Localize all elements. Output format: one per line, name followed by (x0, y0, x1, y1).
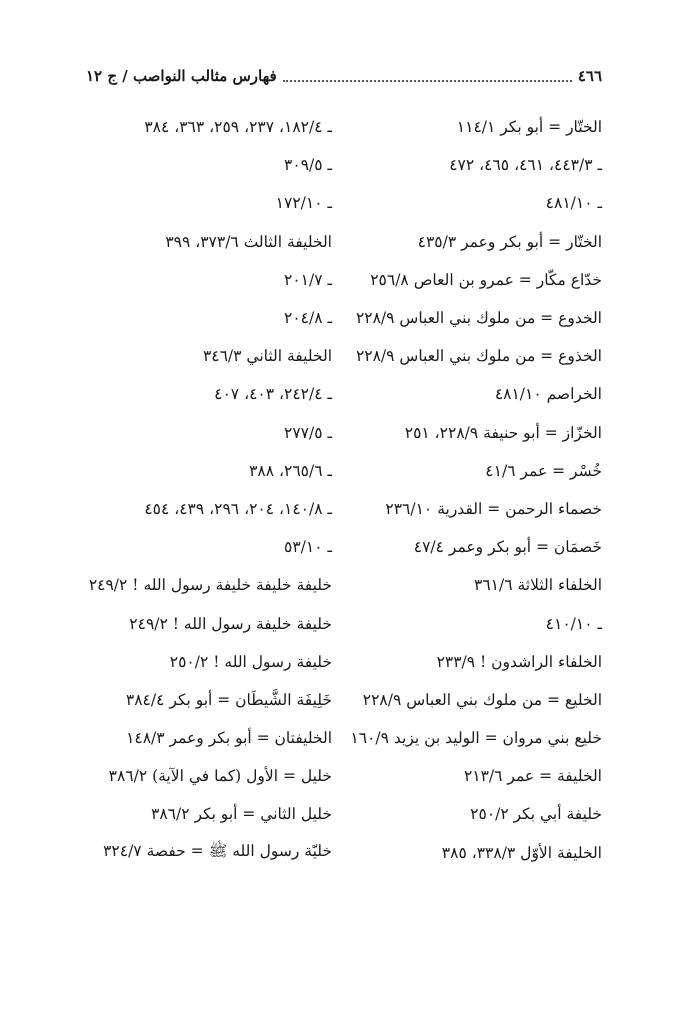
index-row (90, 643, 602, 681)
index-row (90, 604, 602, 642)
index-row (90, 414, 602, 452)
leader-dots (283, 70, 572, 82)
index-entry-right-column: ـ ٤٤٣/٣، ٤٦١، ٤٦٥، ٤٧٢ (449, 156, 602, 175)
index-row (90, 299, 602, 337)
index-entry-left-column: ـ ١٧٢/١٠ (275, 194, 332, 213)
index-entry-left-column: ـ ٢٤٢/٤، ٤٠٣، ٤٠٧ (214, 385, 332, 404)
index-entry-left-column: خليّة رسول الله ﷺ = حفصة ٣٢٤/٧ (103, 842, 332, 861)
index-entry-right-column: ـ ٤١٠/١٠ (545, 614, 602, 633)
index-entry-right-column: الخليفة = عمر ٢١٣/٦ (463, 767, 602, 786)
index-entry-right-column: خُسْر = عمر ٤١/٦ (485, 461, 602, 480)
index-row (90, 108, 602, 146)
index-entry-left-column: الخليفة الثالث ٣٧٣/٦، ٣٩٩ (165, 232, 332, 251)
index-entry-right-column: خليع بني مروان = الوليد بن يزيد ١٦٠/٩ (350, 729, 602, 748)
index-entry-left-column: الخليفة الثاني ٣٤٦/٣ (202, 347, 332, 366)
index-row (90, 795, 602, 833)
index-row (90, 757, 602, 795)
index-row (90, 261, 602, 299)
index-entry-left-column: خليفة خليفة رسول الله ! ٢٤٩/٢ (129, 614, 332, 633)
index-entry-right-column: الخراصم ٤٨١/١٠ (494, 385, 602, 404)
index-entry-right-column: خدّاع مكّار = عمرو بن العاص ٢٥٦/٨ (370, 270, 602, 289)
index-entry-right-column: خصماء الرحمن = القدرية ٢٣٦/١٠ (385, 499, 602, 518)
index-entry-right-column: خَصمَان = أبو بكر وعمر ٤٧/٤ (413, 538, 602, 557)
index-entry-left-column: الخليفتان = أبو بكر وعمر ١٤٨/٣ (126, 729, 332, 748)
index-entry-left-column: ـ ١٨٢/٤، ٢٣٧، ٢٥٩، ٣٦٣، ٣٨٤ (144, 118, 332, 137)
index-row (90, 566, 602, 604)
index-row (90, 490, 602, 528)
index-row (90, 146, 602, 184)
index-row (90, 528, 602, 566)
index-entry-left-column: ـ ١٤٠/٨، ٢٠٤، ٢٩٦، ٤٣٩، ٤٥٤ (144, 499, 332, 518)
index-entry-right-column: الخليع = من ملوك بني العباس ٢٢٨/٩ (362, 690, 602, 709)
index-entry-left-column: ـ ٢٠١/٧ (284, 270, 332, 289)
running-head (86, 64, 602, 88)
index-entry-right-column: ـ ٤٨١/١٠ (545, 194, 602, 213)
index-row (90, 223, 602, 261)
index-entry-right-column: الختّار = أبو بكر ١١٤/١ (456, 118, 602, 137)
index-entry-left-column: ـ ٣٠٩/٥ (284, 156, 332, 175)
index-entry-left-column: ـ ٢٠٤/٨ (284, 309, 332, 328)
index-entry-right-column: خليفة أبي بكر ٢٥٠/٢ (470, 805, 602, 824)
index-entry-right-column: الخدوع = من ملوك بني العباس ٢٢٨/٩ (355, 309, 602, 328)
index-entry-left-column: ـ ٢٧٧/٥ (284, 423, 332, 442)
index-entry-left-column: خليفة رسول الله ! ٢٥٠/٢ (169, 652, 332, 671)
index-entry-left-column: خليل = الأول (كما في الآية) ٣٨٦/٢ (108, 767, 332, 786)
running-title: فهارس مثالب النواصب / ج ١٢ (86, 67, 277, 85)
index-entry-left-column: ـ ٢٦٥/٦، ٣٨٨ (249, 461, 332, 480)
index-entry-right-column: الخزّاز = أبو حنيفة ٢٢٨/٩، ٢٥١ (404, 423, 602, 442)
index-entry-left-column: خَلِيفَة الشَّيطَان = أبو بكر ٣٨٤/٤ (125, 690, 332, 709)
index-entries (90, 108, 602, 872)
index-row (90, 452, 602, 490)
index-row (90, 337, 602, 375)
index-entry-right-column: الختّار = أبو بكر وعمر ٤٣٥/٣ (417, 232, 602, 251)
index-row (90, 375, 602, 413)
index-row (90, 184, 602, 222)
index-entry-right-column: الخلفاء الراشدون ! ٢٣٣/٩ (436, 652, 602, 671)
index-entry-right-column: الخليفة الأوّل ٣٣٨/٣، ٣٨٥ (441, 843, 602, 862)
index-entry-left-column: خليفة خليفة خليفة رسول الله ! ٢٤٩/٢ (88, 576, 332, 595)
index-row (90, 719, 602, 757)
index-entry-right-column: الخلفاء الثلاثة ٣٦١/٦ (474, 576, 602, 595)
index-entry-right-column: الخذوع = من ملوك بني العباس ٢٢٨/٩ (355, 347, 602, 366)
page-number: ٤٦٦ (577, 67, 602, 85)
index-row (90, 834, 602, 872)
index-entry-left-column: خليل الثاني = أبو بكر ٣٨٦/٢ (151, 805, 332, 824)
index-entry-left-column: ـ ٥٣/١٠ (284, 538, 332, 557)
index-row (90, 681, 602, 719)
